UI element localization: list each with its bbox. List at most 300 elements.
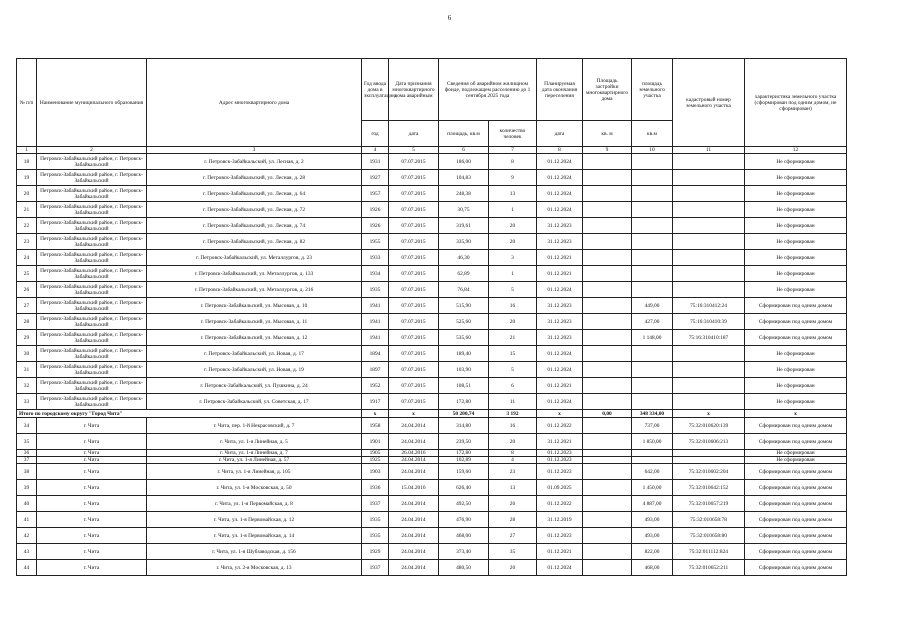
address: г. Чита, ул. 2-я Московская, д. 13 — [147, 560, 362, 576]
land-characteristic: Сформирован под одним домом — [745, 314, 847, 330]
row-number: 44 — [17, 560, 37, 576]
planned-end-date: 31.12.2023 — [537, 314, 583, 330]
land-area — [632, 266, 673, 282]
building-area — [583, 512, 632, 528]
building-area — [583, 418, 632, 434]
area-sqm: 476,90 — [439, 512, 489, 528]
land-characteristic: Не сформирован — [745, 378, 847, 394]
building-area — [583, 378, 632, 394]
year-built: 1957 — [362, 186, 389, 202]
row-number: 42 — [17, 528, 37, 544]
subheader-date: дата — [389, 121, 439, 147]
cadastral-number: 75:32:010620:139 — [673, 418, 745, 434]
row-number: 32 — [17, 378, 37, 394]
page-number: 6 — [447, 14, 452, 22]
col-header-address: Адрес многоквартирного дома — [147, 59, 362, 147]
planned-end-date: 01.12.2021 — [537, 266, 583, 282]
area-sqm: 62,89 — [439, 266, 489, 282]
people-count: 16 — [489, 418, 537, 434]
municipality: г. Чита — [37, 457, 147, 464]
table-row — [17, 154, 847, 170]
municipality: г. Чита — [37, 528, 147, 544]
people-count: 8 — [489, 450, 537, 457]
subheader-sqm-land: кв.м — [632, 121, 673, 147]
table-row — [17, 170, 847, 186]
year-built: 1941 — [362, 330, 389, 346]
cadastral-number: 75:32:010658:80 — [673, 528, 745, 544]
year-built: 1926 — [362, 218, 389, 234]
year-built: 1903 — [362, 464, 389, 480]
planned-end-date: 01.12.2024 — [537, 282, 583, 298]
year-built: 1905 — [362, 450, 389, 457]
row-number: 25 — [17, 266, 37, 282]
municipality: г. Чита — [37, 560, 147, 576]
municipality: г. Чита — [37, 450, 147, 457]
land-area: 493,00 — [632, 528, 673, 544]
planned-end-date: 31.12.2023 — [537, 330, 583, 346]
area-sqm: 335,90 — [439, 234, 489, 250]
col-header-land-area: площадь земельного участка — [632, 59, 673, 121]
emergency-date: 15.04.2016 — [389, 480, 439, 496]
emergency-date: 07.07.2015 — [389, 346, 439, 362]
subheader-end-date: дата — [537, 121, 583, 147]
col-number: 4 — [362, 147, 389, 154]
municipality: г. Чита — [37, 496, 147, 512]
area-sqm: 373,40 — [439, 544, 489, 560]
row-number: 30 — [17, 346, 37, 362]
year-built: 1925 — [362, 457, 389, 464]
emergency-date: 24.04.2014 — [389, 464, 439, 480]
cadastral-number — [673, 234, 745, 250]
subheader-sqm-building: кв. м — [583, 121, 632, 147]
total-characteristic: x — [745, 410, 847, 418]
emergency-date: 07.07.2015 — [389, 314, 439, 330]
cadastral-number: 75:32:010658:78 — [673, 512, 745, 528]
emergency-date: 26.04.2016 — [389, 450, 439, 457]
cadastral-number: 75:16:310410:39 — [673, 314, 745, 330]
row-number: 34 — [17, 418, 37, 434]
cadastral-number — [673, 450, 745, 457]
row-number: 33 — [17, 394, 37, 410]
land-characteristic: Сформирован под одним домом — [745, 512, 847, 528]
table-row — [17, 496, 847, 512]
address: г. Петровск-Забайкальский, ул. Новая, д. 19 — [147, 362, 362, 378]
area-sqm: 314,80 — [439, 418, 489, 434]
municipality: г. Чита — [37, 480, 147, 496]
emergency-date: 24.04.2014 — [389, 418, 439, 434]
year-built: 1917 — [362, 394, 389, 410]
building-area — [583, 560, 632, 576]
emergency-date: 07.07.2015 — [389, 282, 439, 298]
land-characteristic: Не сформирован — [745, 394, 847, 410]
people-count: 35 — [489, 544, 537, 560]
col-header-year: Год ввода дома в эксплуатацию — [362, 59, 389, 121]
land-area — [632, 362, 673, 378]
total-row — [17, 410, 847, 418]
land-area: 822,00 — [632, 544, 673, 560]
cadastral-number: 75:32:010642:152 — [673, 480, 745, 496]
row-number: 26 — [17, 282, 37, 298]
land-characteristic: Не сформирован — [745, 154, 847, 170]
planned-end-date: 01.12.2024 — [537, 346, 583, 362]
table-row — [17, 528, 847, 544]
municipality: Петровск-Забайкальский район, г. Петровск-Забайкальский — [37, 282, 147, 298]
land-area — [632, 450, 673, 457]
table-row — [17, 298, 847, 314]
planned-end-date: 01.12.2024 — [537, 170, 583, 186]
rows-chita — [17, 418, 847, 576]
planned-end-date: 01.12.2024 — [537, 154, 583, 170]
people-count: 26 — [489, 496, 537, 512]
planned-end-date: 01.12.2021 — [537, 544, 583, 560]
emergency-date: 07.07.2015 — [389, 202, 439, 218]
municipality: г. Чита — [37, 434, 147, 450]
address: г. Чита, ул. 1-я Линейная, д. 105 — [147, 464, 362, 480]
emergency-date: 07.07.2015 — [389, 234, 439, 250]
total-end: x — [537, 410, 583, 418]
table-row — [17, 480, 847, 496]
row-number: 29 — [17, 330, 37, 346]
cadastral-number — [673, 282, 745, 298]
housing-register-table — [16, 58, 847, 576]
year-built: 1931 — [362, 154, 389, 170]
row-number: 19 — [17, 170, 37, 186]
cadastral-number — [673, 154, 745, 170]
address: г. Петровск-Забайкальский, ул. Металлургов, д. 133 — [147, 266, 362, 282]
address: г. Петровск-Забайкальский, ул. Лесная, д. 64 — [147, 186, 362, 202]
area-sqm: 108,51 — [439, 378, 489, 394]
land-area — [632, 234, 673, 250]
building-area — [583, 250, 632, 266]
land-characteristic: Сформирован под одним домом — [745, 418, 847, 434]
row-number: 27 — [17, 298, 37, 314]
emergency-date: 07.07.2015 — [389, 186, 439, 202]
municipality: Петровск-Забайкальский район, г. Петровск-Забайкальский — [37, 250, 147, 266]
address: г. Петровск-Забайкальский, ул. Лесная, д. 74 — [147, 218, 362, 234]
municipality: Петровск-Забайкальский район, г. Петровск-Забайкальский — [37, 362, 147, 378]
total-cadastral: x — [673, 410, 745, 418]
table-row — [17, 512, 847, 528]
land-characteristic: Не сформирован — [745, 202, 847, 218]
cadastral-number: 75:32:010657:219 — [673, 496, 745, 512]
municipality: Петровск-Забайкальский район, г. Петровск-Забайкальский — [37, 314, 147, 330]
land-area: 427,00 — [632, 314, 673, 330]
cadastral-number — [673, 250, 745, 266]
building-area — [583, 528, 632, 544]
area-sqm: 102,89 — [439, 457, 489, 464]
building-area — [583, 282, 632, 298]
building-area — [583, 298, 632, 314]
col-header-building-area: Площадь застройки многоквартирного дома — [583, 59, 632, 121]
municipality: Петровск-Забайкальский район, г. Петровск-Забайкальский — [37, 378, 147, 394]
emergency-date: 24.04.2014 — [389, 560, 439, 576]
area-sqm: 515,90 — [439, 298, 489, 314]
col-number: 2 — [37, 147, 147, 154]
building-area — [583, 362, 632, 378]
row-number: 18 — [17, 154, 37, 170]
table-row — [17, 282, 847, 298]
table-row — [17, 378, 847, 394]
row-number: 39 — [17, 480, 37, 496]
people-count: 13 — [489, 480, 537, 496]
land-area: 4 887,00 — [632, 496, 673, 512]
planned-end-date: 01.12.2023 — [537, 450, 583, 457]
building-area — [583, 464, 632, 480]
people-count: 27 — [489, 528, 537, 544]
cadastral-number: 75:32:011112:824 — [673, 544, 745, 560]
total-area: 50 200,74 — [439, 410, 489, 418]
land-characteristic: Не сформирован — [745, 450, 847, 457]
building-area — [583, 434, 632, 450]
land-characteristic: Сформирован под одним домом — [745, 434, 847, 450]
table-row — [17, 234, 847, 250]
land-characteristic: Не сформирован — [745, 266, 847, 282]
land-area: 1 850,00 — [632, 434, 673, 450]
emergency-date: 07.07.2015 — [389, 154, 439, 170]
building-area — [583, 170, 632, 186]
emergency-date: 24.04.2014 — [389, 496, 439, 512]
land-characteristic: Не сформирован — [745, 282, 847, 298]
area-sqm: 626,40 — [439, 480, 489, 496]
municipality: Петровск-Забайкальский район, г. Петровск-Забайкальский — [37, 218, 147, 234]
table-header — [17, 59, 847, 154]
address: г. Петровск-Забайкальский, ул. Мысовая, д. 10 — [147, 298, 362, 314]
planned-end-date: 01.12.2023 — [537, 528, 583, 544]
table-row — [17, 250, 847, 266]
planned-end-date: 01.12.2024 — [537, 362, 583, 378]
address: г. Петровск-Забайкальский, ул. Лесная, д. 72 — [147, 202, 362, 218]
emergency-date: 24.04.2014 — [389, 528, 439, 544]
subheader-area: площадь, кв.м — [439, 121, 489, 147]
col-header-planned-date: Планируемая дата окончания переселения — [537, 59, 583, 121]
people-count: 20 — [489, 314, 537, 330]
land-characteristic: Не сформирован — [745, 250, 847, 266]
col-header-emergency-date: Дата признания многоквартирного дома аварийным — [389, 59, 439, 121]
table-row — [17, 464, 847, 480]
total-date: x — [389, 410, 439, 418]
building-area — [583, 154, 632, 170]
land-area: 737,00 — [632, 418, 673, 434]
area-sqm: 480,50 — [439, 560, 489, 576]
address: г. Петровск-Забайкальский, ул. Новая, д. 17 — [147, 346, 362, 362]
table-row — [17, 362, 847, 378]
col-header-municipality: Наименование муниципального образования — [37, 59, 147, 147]
land-characteristic: Сформирован под одним домом — [745, 480, 847, 496]
area-sqm: 76,84 — [439, 282, 489, 298]
year-built: 1941 — [362, 314, 389, 330]
land-characteristic: Сформирован под одним домом — [745, 464, 847, 480]
year-built: 1933 — [362, 250, 389, 266]
emergency-date: 24.04.2014 — [389, 512, 439, 528]
emergency-date: 07.07.2015 — [389, 218, 439, 234]
planned-end-date: 31.12.2021 — [537, 434, 583, 450]
year-built: 1937 — [362, 496, 389, 512]
municipality: Петровск-Забайкальский район, г. Петровск-Забайкальский — [37, 202, 147, 218]
people-count: 21 — [489, 330, 537, 346]
area-sqm: 104,83 — [439, 170, 489, 186]
year-built: 1936 — [362, 480, 389, 496]
planned-end-date: 01.12.2024 — [537, 186, 583, 202]
address: г. Чита, ул. 1-я Первомайская, д. 14 — [147, 528, 362, 544]
planned-end-date: 01.12.2021 — [537, 250, 583, 266]
cadastral-number — [673, 362, 745, 378]
row-number: 43 — [17, 544, 37, 560]
people-count: 1 — [489, 266, 537, 282]
people-count: 3 — [489, 250, 537, 266]
cadastral-number — [673, 266, 745, 282]
year-built: 1958 — [362, 418, 389, 434]
year-built: 1935 — [362, 528, 389, 544]
table-row — [17, 314, 847, 330]
year-built: 1937 — [362, 560, 389, 576]
land-area: 468,00 — [632, 560, 673, 576]
col-header-characteristic: характеристика земельного участка (сформирован под одним домом, не сформирован) — [745, 59, 847, 147]
land-area — [632, 202, 673, 218]
year-built: 1952 — [362, 378, 389, 394]
municipality: Петровск-Забайкальский район, г. Петровск-Забайкальский — [37, 234, 147, 250]
municipality: Петровск-Забайкальский район, г. Петровск-Забайкальский — [37, 298, 147, 314]
table-row — [17, 330, 847, 346]
table-row — [17, 202, 847, 218]
table-row — [17, 560, 847, 576]
cadastral-number — [673, 346, 745, 362]
col-number: 1 — [17, 147, 37, 154]
building-area — [583, 450, 632, 457]
row-number: 41 — [17, 512, 37, 528]
area-sqm: 492,50 — [439, 496, 489, 512]
row-number: 24 — [17, 250, 37, 266]
subheader-people: количество человек — [489, 121, 537, 147]
address: г. Петровск-Забайкальский, ул. Металлургов, д. 23 — [147, 250, 362, 266]
cadastral-number: 75:32:010602:204 — [673, 464, 745, 480]
people-count: 20 — [489, 560, 537, 576]
planned-end-date: 01.12.2024 — [537, 394, 583, 410]
land-characteristic: Сформирован под одним домом — [745, 330, 847, 346]
land-characteristic: Сформирован под одним домом — [745, 560, 847, 576]
row-number: 38 — [17, 464, 37, 480]
people-count: 11 — [489, 394, 537, 410]
table-row — [17, 450, 847, 457]
planned-end-date: 01.12.2022 — [537, 418, 583, 434]
area-sqm: 189,40 — [439, 346, 489, 362]
total-land-area: 348 334,00 — [632, 410, 673, 418]
cadastral-number — [673, 186, 745, 202]
planned-end-date: 01.12.2022 — [537, 496, 583, 512]
municipality: г. Чита — [37, 544, 147, 560]
address: г. Петровск-Забайкальский, ул. Лесная, д. 2 — [147, 154, 362, 170]
people-count: 5 — [489, 362, 537, 378]
address: г. Чита, ул. 1-я Линейная, д. 7 — [147, 450, 362, 457]
col-number: 12 — [745, 147, 847, 154]
building-area — [583, 457, 632, 464]
address: г. Чита, ул. 1-я Линейная, д. 5 — [147, 434, 362, 450]
area-sqm: 319,61 — [439, 218, 489, 234]
municipality: г. Чита — [37, 418, 147, 434]
emergency-date: 24.04.2014 — [389, 457, 439, 464]
people-count: 13 — [489, 186, 537, 202]
row-number: 31 — [17, 362, 37, 378]
area-sqm: 525,60 — [439, 314, 489, 330]
table-row — [17, 266, 847, 282]
municipality: Петровск-Забайкальский район, г. Петровск-Забайкальский — [37, 394, 147, 410]
land-characteristic: Не сформирован — [745, 362, 847, 378]
planned-end-date: 01.12.2024 — [537, 560, 583, 576]
emergency-date: 07.07.2015 — [389, 170, 439, 186]
col-header-fund-info: Сведения об аварийном жилищном фонде, подлежащем расселению до 1 сентября 2025 года — [439, 59, 537, 121]
row-number: 40 — [17, 496, 37, 512]
planned-end-date: 31.12.2023 — [537, 298, 583, 314]
year-built: 1901 — [362, 434, 389, 450]
rows-petrovsk — [17, 154, 847, 410]
land-characteristic: Сформирован под одним домом — [745, 544, 847, 560]
cadastral-number — [673, 170, 745, 186]
col-number: 7 — [489, 147, 537, 154]
land-area — [632, 154, 673, 170]
land-characteristic: Сформирован под одним домом — [745, 528, 847, 544]
address: г. Чита, ул. 1-я Московская, д. 50 — [147, 480, 362, 496]
total-building-area: 0,00 — [583, 410, 632, 418]
building-area — [583, 394, 632, 410]
building-area — [583, 480, 632, 496]
year-built: 1926 — [362, 202, 389, 218]
year-built: 1941 — [362, 298, 389, 314]
address: г. Чита, ул. 1-я Линейная, д. 57 — [147, 457, 362, 464]
address: г. Чита, ул. 1-я Первомайская, д. 12 — [147, 512, 362, 528]
municipality: г. Чита — [37, 512, 147, 528]
people-count: 9 — [489, 170, 537, 186]
year-built: 1935 — [362, 282, 389, 298]
people-count: 6 — [489, 378, 537, 394]
col-number: 5 — [389, 147, 439, 154]
year-built: 1935 — [362, 512, 389, 528]
area-sqm: 186,00 — [439, 154, 489, 170]
area-sqm: 46,30 — [439, 250, 489, 266]
emergency-date: 07.07.2015 — [389, 330, 439, 346]
cadastral-number — [673, 218, 745, 234]
cadastral-number — [673, 394, 745, 410]
people-count: 20 — [489, 234, 537, 250]
land-characteristic: Не сформирован — [745, 457, 847, 464]
subheader-year: год — [362, 121, 389, 147]
emergency-date: 07.07.2015 — [389, 378, 439, 394]
cadastral-number: 75:16:310412:24 — [673, 298, 745, 314]
land-area: 493,00 — [632, 512, 673, 528]
row-number: 36 — [17, 450, 37, 457]
planned-end-date: 31.12.2023 — [537, 234, 583, 250]
table-row — [17, 434, 847, 450]
cadastral-number — [673, 378, 745, 394]
planned-end-date: 01.09.2025 — [537, 480, 583, 496]
col-number: 10 — [632, 147, 673, 154]
municipality: г. Чита — [37, 464, 147, 480]
people-count: 1 — [489, 202, 537, 218]
land-area: 449,00 — [632, 298, 673, 314]
land-area — [632, 378, 673, 394]
col-header-cadastral: кадастровый номер земельного участка — [673, 59, 745, 147]
people-count: 8 — [489, 154, 537, 170]
table-row — [17, 218, 847, 234]
year-built: 1955 — [362, 234, 389, 250]
area-sqm: 535,60 — [439, 330, 489, 346]
cadastral-number: 75:32:010606:213 — [673, 434, 745, 450]
area-sqm: 239,50 — [439, 434, 489, 450]
total-people: 3 192 — [489, 410, 537, 418]
row-number: 35 — [17, 434, 37, 450]
land-area — [632, 346, 673, 362]
cadastral-number: 75:32:010652:211 — [673, 560, 745, 576]
emergency-date: 07.07.2015 — [389, 250, 439, 266]
building-area — [583, 202, 632, 218]
